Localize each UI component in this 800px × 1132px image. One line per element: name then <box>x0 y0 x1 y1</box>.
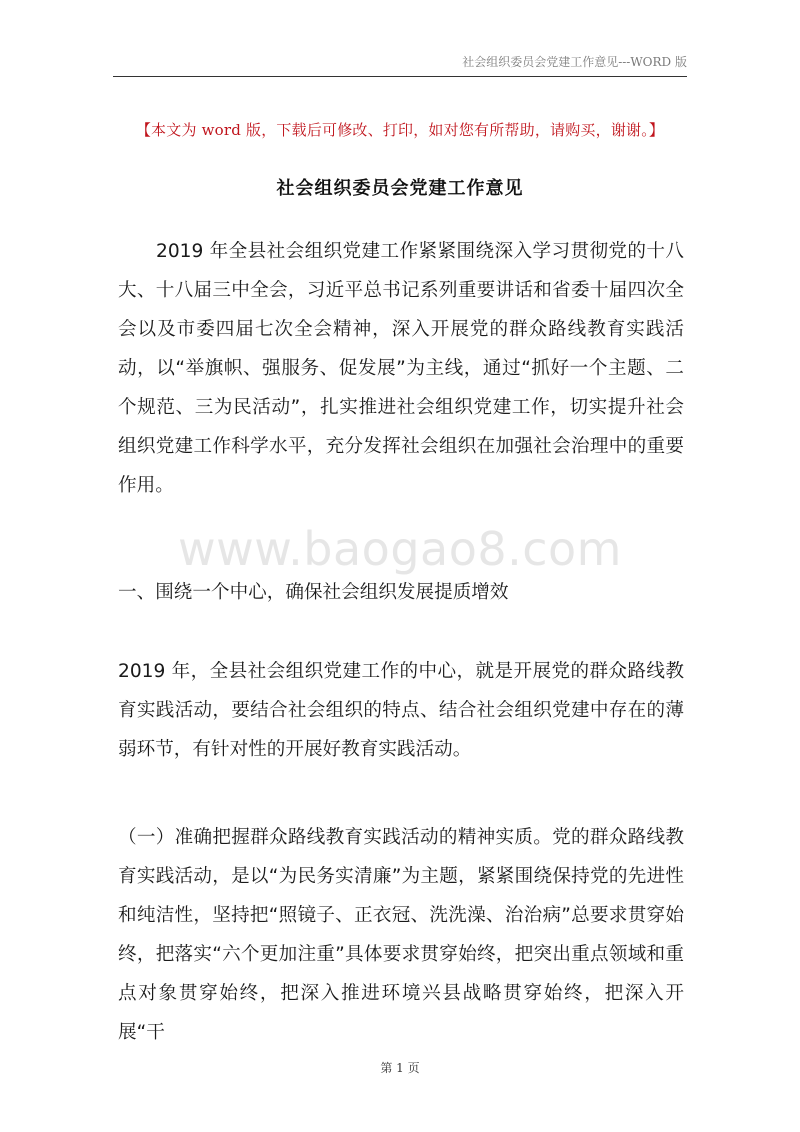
body-paragraph-3: （一）准确把握群众路线教育实践活动的精神实质。党的群众路线教育实践活动，是以“为民务实清廉”为主题，紧紧围绕保持党的先进性和纯洁性，坚持把“照镜子、正衣冠、洗洗澡、治治病”总要求贯穿始终，把落实“六个更加注重”具体要求贯穿始终，把突出重点领域和重点对象贯穿始终，把深入推进环境兴县战略贯穿始终，把深入开展“干 <box>118 827 684 1043</box>
body-paragraph-intro: 2019 年全县社会组织党建工作紧紧围绕深入学习贯彻党的十八大、十八届三中全会，习近平总书记系列重要讲话和省委十届四次全会以及市委四届七次全会精神，深入开展党的群众路线教育实践活动，以“举旗帜、强服务、促发展”为主线，通过“抓好一个主题、二个规范、三为民活动”，扎实推进社会组织党建工作，切实提升社会组织党建工作科学水平，充分发挥社会组织在加强社会治理中的重要作用。 <box>118 241 684 496</box>
page-number: 第 1 页 <box>380 1061 420 1075</box>
body-paragraph-2: 2019 年，全县社会组织党建工作的中心，就是开展党的群众路线教育实践活动，要结合社会组织的特点、结合社会组织党建中存在的薄弱环节，有针对性的开展好教育实践活动。 <box>118 661 684 760</box>
purchase-notice: 【本文为 word 版，下载后可修改、打印，如对您有所帮助，请购买，谢谢。】 <box>135 121 665 139</box>
section-heading-1: 一、围绕一个中心，确保社会组织发展提质增效 <box>118 582 509 603</box>
running-header-title: 社会组织委员会党建工作意见---WORD 版 <box>462 55 687 69</box>
running-header <box>113 52 687 77</box>
watermark: www.baogao8.com <box>178 522 622 576</box>
document-title: 社会组织委员会党建工作意见 <box>276 178 524 199</box>
